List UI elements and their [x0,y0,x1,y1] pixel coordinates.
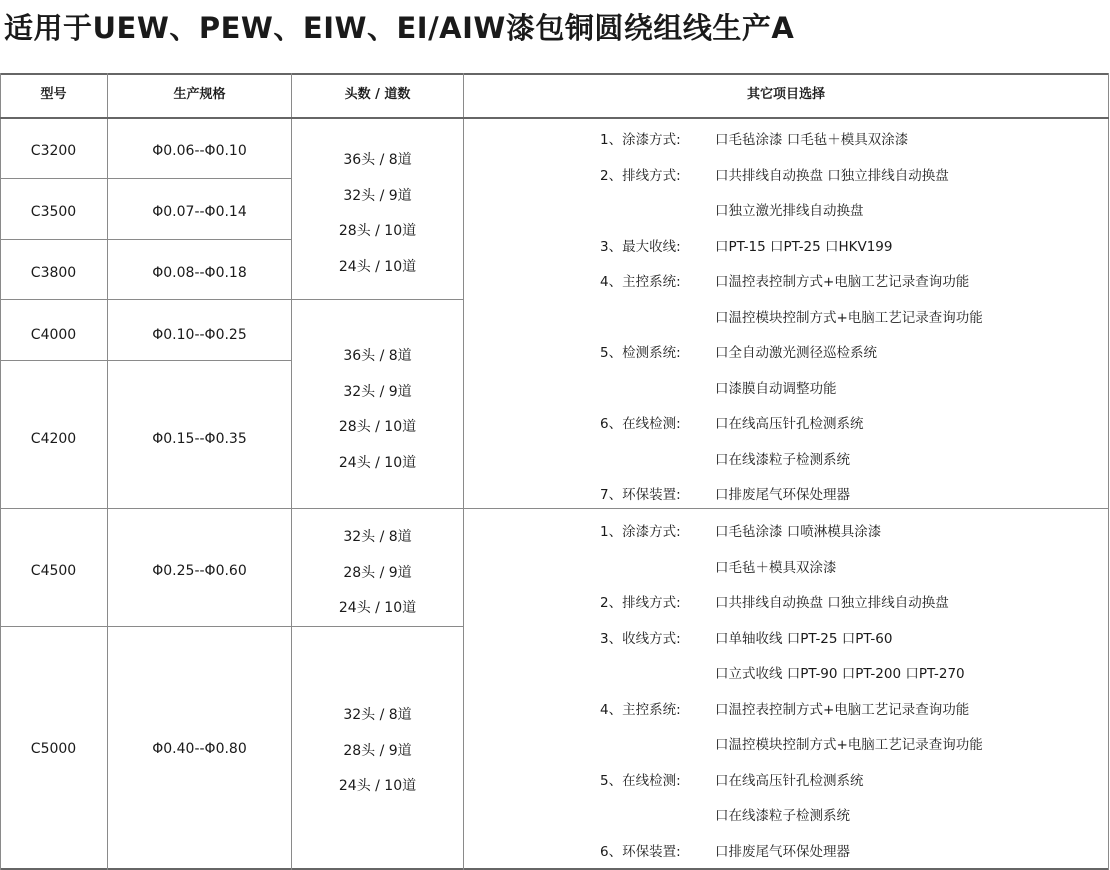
spec-cell: Φ0.06--Φ0.10 [152,143,247,159]
page-title: 适用于UEW、PEW、EIW、EI/AIW漆包铜圆绕组线生产A [4,11,795,45]
option-value: 口在线漆粒子检测系统 [715,808,850,824]
header-heads: 头数 / 道数 [344,87,411,102]
option-value: 口毛毡涂漆 口毛毡＋模具双涂漆 [715,132,909,148]
option-value: 口PT-15 口PT-25 口HKV199 [715,238,893,255]
option-label: 2、排线方式: [600,167,681,184]
option-label: 1、涂漆方式: [600,132,681,148]
model-cell: C3200 [30,143,77,159]
option-value: 口温控模块控制方式+电脑工艺记录查询功能 [715,309,983,326]
model-cell: C5000 [30,741,77,757]
heads-item: 36头 / 8道 [343,348,412,364]
heads-item: 32头 / 9道 [343,383,412,400]
option-value: 口在线高压针孔检测系统 [715,772,864,789]
spec-cell: Φ0.25--Φ0.60 [152,563,247,579]
option-value: 口温控模块控制方式+电脑工艺记录查询功能 [715,737,983,753]
heads-group [292,143,463,285]
model-cell: C4000 [30,327,77,343]
option-label: 4、主控系统: [600,274,681,290]
option-value: 口温控表控制方式+电脑工艺记录查询功能 [715,701,970,718]
spec-cell: Φ0.08--Φ0.18 [152,265,247,281]
option-value: 口在线漆粒子检测系统 [715,451,850,468]
row-divider [0,360,292,361]
heads-group [292,520,463,627]
option-value: 口在线高压针孔检测系统 [715,416,864,432]
model-cell: C3800 [30,265,77,281]
heads-group [292,339,463,481]
option-label: 2、排线方式: [600,595,681,611]
row-divider [0,178,292,179]
option-label: 7、环保装置: [600,487,681,503]
heads-item: 32头 / 8道 [343,707,412,723]
heads-item: 24头 / 10道 [338,454,417,471]
option-value: 口立式收线 口PT-90 口PT-200 口PT-270 [715,666,965,682]
option-value: 口毛毡涂漆 口喷淋模具涂漆 [715,524,882,540]
column-divider [463,73,464,870]
heads-item: 24头 / 10道 [338,600,417,616]
option-value: 口共排线自动换盘 口独立排线自动换盘 [715,595,949,611]
heads-item: 28头 / 9道 [343,742,412,759]
option-label: 6、环保装置: [600,843,681,860]
option-label: 1、涂漆方式: [600,524,681,540]
spec-cell: Φ0.40--Φ0.80 [152,741,247,757]
header-options: 其它项目选择 [746,87,825,102]
header-spec: 生产规格 [173,87,226,102]
heads-item: 28头 / 10道 [338,419,417,435]
header-model: 型号 [40,87,67,102]
heads-group [292,698,463,805]
heads-item: 28头 / 9道 [343,564,412,581]
heads-item: 28头 / 10道 [338,223,417,239]
option-label: 3、收线方式: [600,630,681,647]
option-label: 5、检测系统: [600,345,681,361]
option-value: 口共排线自动换盘 口独立排线自动换盘 [715,167,949,184]
spec-cell: Φ0.07--Φ0.14 [152,204,247,220]
option-label: 4、主控系统: [600,701,681,718]
row-divider [0,239,292,240]
heads-item: 24头 / 10道 [338,258,417,275]
heads-item: 32头 / 9道 [343,187,412,204]
option-value: 口毛毡＋模具双涂漆 [715,559,837,576]
option-value: 口排废尾气环保处理器 [715,843,850,860]
heads-item: 36头 / 8道 [343,152,412,168]
model-cell: C4200 [30,431,77,447]
table-border-right [1108,73,1109,870]
row-divider [0,508,1109,509]
spec-cell: Φ0.15--Φ0.35 [152,431,247,447]
option-value: 口排废尾气环保处理器 [715,487,850,503]
option-value: 口独立激光排线自动换盘 [715,203,864,219]
heads-item: 32头 / 8道 [343,529,412,545]
spec-cell: Φ0.10--Φ0.25 [152,327,247,343]
heads-item: 24头 / 10道 [338,778,417,794]
header-divider [0,117,1109,119]
option-value: 口单轴收线 口PT-25 口PT-60 [715,630,893,647]
model-cell: C4500 [30,563,77,579]
option-value: 口全自动激光测径巡检系统 [715,345,877,361]
option-label: 5、在线检测: [600,772,681,789]
model-cell: C3500 [30,204,77,220]
row-divider [0,299,464,300]
option-value: 口漆膜自动调整功能 [715,380,837,397]
option-value: 口温控表控制方式+电脑工艺记录查询功能 [715,274,970,290]
option-label: 6、在线检测: [600,416,681,432]
option-label: 3、最大收线: [600,238,681,255]
